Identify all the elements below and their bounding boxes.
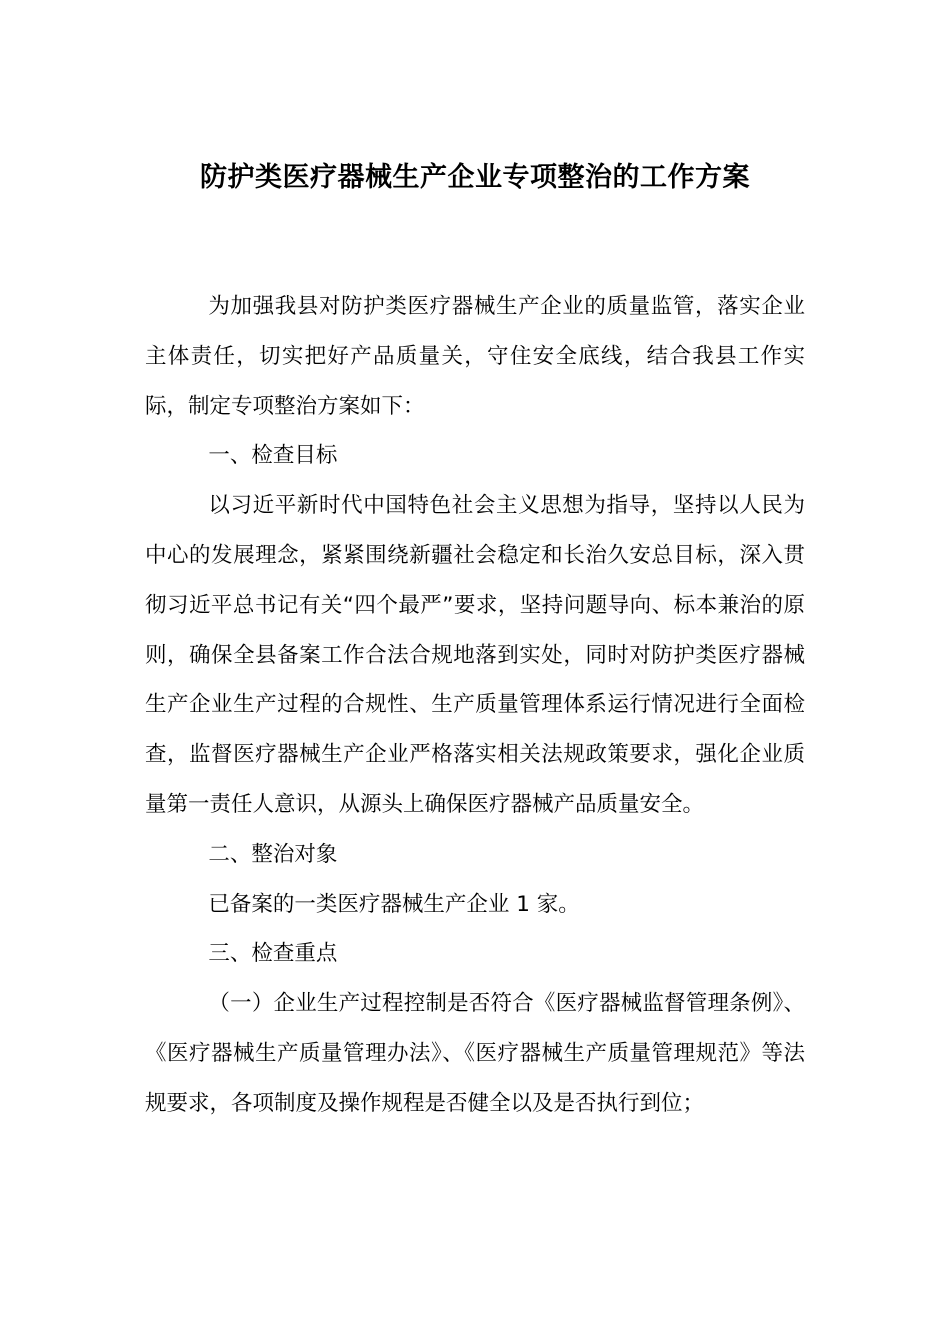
section-heading-inspection-focus: 三、检查重点 xyxy=(208,941,338,967)
document-body xyxy=(145,282,805,1129)
section-heading-target: 二、整治对象 xyxy=(208,841,338,867)
inspection-goal-paragraph: 以习近平新时代中国特色社会主义思想为指导，坚持以人民为中心的发展理念，紧紧围绕新疆社会稳定和长治久安总目标，深入贯彻习近平总书记有关“四个最严”要求，坚持问题导向、标本兼治的原则，确保全县备案工作合法合规地落到实处，同时对防护类医疗器械生产企业生产过程的合规性、生产质量管理体系运行情况进行全面检查，监督医疗器械生产企业严格落实相关法规政策要求，强化企业质量第一责任人意识，从源头上确保医疗器械产品质量安全。 xyxy=(145,493,805,817)
document-title: 防护类医疗器械生产企业专项整治的工作方案 xyxy=(200,162,750,193)
section-heading-inspection-goal: 一、检查目标 xyxy=(208,443,338,469)
target-paragraph: 已备案的一类医疗器械生产企业 1 家。 xyxy=(208,891,580,917)
intro-paragraph: 为加强我县对防护类医疗器械生产企业的质量监管，落实企业主体责任，切实把好产品质量关，守住安全底线，结合我县工作实际，制定专项整治方案如下： xyxy=(145,294,805,419)
inspection-focus-item-1: （一）企业生产过程控制是否符合《医疗器械监督管理条例》、《医疗器械生产质量管理办法》、《医疗器械生产质量管理规范》等法规要求，各项制度及操作规程是否健全以及是否执行到位； xyxy=(145,991,805,1116)
